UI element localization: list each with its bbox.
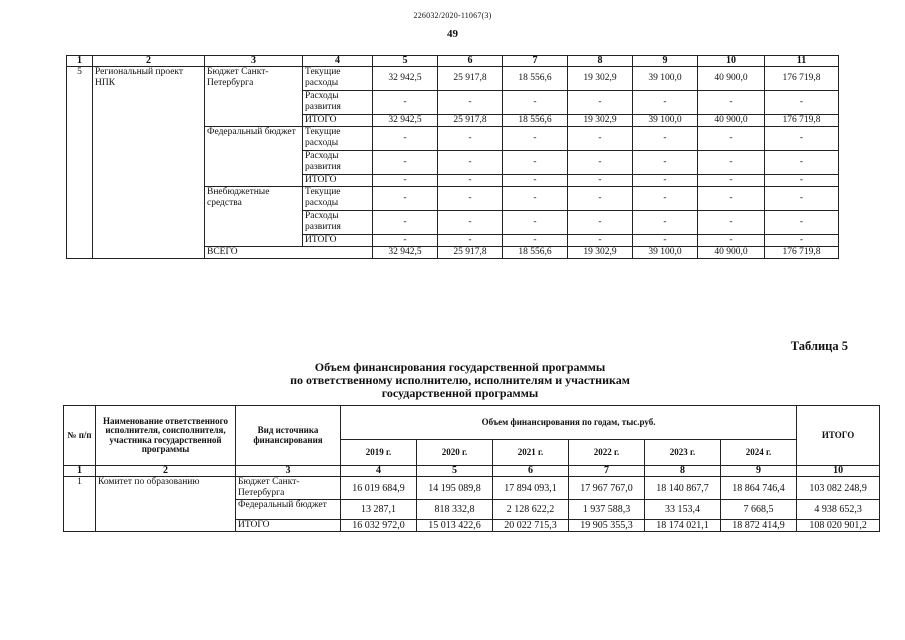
column-number: 5 (373, 56, 438, 67)
expense-type: Текущие расходы (303, 127, 373, 151)
value-cell: - (503, 127, 568, 151)
value-cell: - (633, 187, 698, 211)
funding-source: Бюджет Санкт-Петербурга (236, 477, 341, 500)
title-line: по ответственному исполнителю, исполнителям и участникам (290, 373, 630, 387)
index-row (64, 466, 880, 477)
value-cell: 108 020 901,2 (797, 520, 880, 532)
header-total: ИТОГО (797, 406, 880, 466)
header-year: 2020 г. (417, 440, 493, 466)
total-value: 19 302,9 (568, 247, 633, 259)
column-number: 8 (645, 466, 721, 477)
title-line: Объем финансирования государственной программы (314, 360, 606, 374)
value-cell: - (698, 91, 765, 115)
value-cell: - (438, 175, 503, 187)
value-cell: - (568, 127, 633, 151)
column-number: 1 (64, 466, 96, 477)
value-cell: - (698, 211, 765, 235)
column-number: 4 (341, 466, 417, 477)
value-cell: 40 900,0 (698, 67, 765, 91)
header-year: 2024 г. (721, 440, 797, 466)
value-cell: 18 872 414,9 (721, 520, 797, 532)
value-cell: - (765, 91, 839, 115)
expense-type: ИТОГО (303, 175, 373, 187)
value-cell: 14 195 089,8 (417, 477, 493, 500)
value-cell: - (568, 235, 633, 247)
header-year: 2019 г. (341, 440, 417, 466)
value-cell: 4 938 652,3 (797, 500, 880, 520)
value-cell: 176 719,8 (765, 115, 839, 127)
header-row (67, 56, 839, 67)
column-number: 4 (303, 56, 373, 67)
value-cell: - (373, 91, 438, 115)
value-cell: - (503, 151, 568, 175)
value-cell: - (765, 151, 839, 175)
column-number: 9 (721, 466, 797, 477)
title-line: государственной программы (381, 386, 539, 400)
expense-type: Расходы развития (303, 211, 373, 235)
value-cell: - (633, 91, 698, 115)
funding-source: Внебюджетные средства (205, 187, 303, 247)
value-cell: 15 013 422,6 (417, 520, 493, 532)
value-cell: - (698, 235, 765, 247)
value-cell: 18 174 021,1 (645, 520, 721, 532)
total-value: 39 100,0 (633, 247, 698, 259)
value-cell: 13 287,1 (341, 500, 417, 520)
table-5-title (230, 361, 690, 400)
value-cell: - (568, 91, 633, 115)
column-number: 8 (568, 56, 633, 67)
value-cell: - (503, 235, 568, 247)
row-number: 5 (67, 67, 93, 259)
project-name: Региональный проект НПК (93, 67, 205, 259)
value-cell: 18 556,6 (503, 115, 568, 127)
expense-type: Расходы развития (303, 151, 373, 175)
value-cell: 17 967 767,0 (569, 477, 645, 500)
table-row (67, 67, 839, 91)
value-cell: - (765, 211, 839, 235)
value-cell: 19 302,9 (568, 67, 633, 91)
value-cell: - (373, 235, 438, 247)
value-cell: 32 942,5 (373, 67, 438, 91)
value-cell: 18 140 867,7 (645, 477, 721, 500)
page-number: 49 (447, 28, 458, 40)
value-cell: 39 100,0 (633, 67, 698, 91)
value-cell: - (373, 151, 438, 175)
header-year: 2022 г. (569, 440, 645, 466)
value-cell: - (698, 187, 765, 211)
column-number: 3 (236, 466, 341, 477)
header-source: Вид источника финансирования (236, 406, 341, 466)
column-number: 1 (67, 56, 93, 67)
value-cell: 16 019 684,9 (341, 477, 417, 500)
column-number: 6 (493, 466, 569, 477)
value-cell: 39 100,0 (633, 115, 698, 127)
value-cell: - (633, 127, 698, 151)
program-funding-table (63, 405, 880, 532)
table-row (64, 477, 880, 500)
funding-source: ИТОГО (236, 520, 341, 532)
value-cell: 19 302,9 (568, 115, 633, 127)
funding-source: Бюджет Санкт-Петербурга (205, 67, 303, 127)
value-cell: 25 917,8 (438, 67, 503, 91)
expense-type: ИТОГО (303, 235, 373, 247)
value-cell: - (438, 91, 503, 115)
expense-type: ИТОГО (303, 115, 373, 127)
column-number: 5 (417, 466, 493, 477)
value-cell: - (373, 211, 438, 235)
total-label: ВСЕГО (205, 247, 373, 259)
value-cell: - (438, 211, 503, 235)
value-cell: - (373, 175, 438, 187)
value-cell: - (568, 175, 633, 187)
expense-type: Расходы развития (303, 91, 373, 115)
total-value: 176 719,8 (765, 247, 839, 259)
header-volume: Объем финансирования по годам, тыс.руб. (341, 406, 797, 440)
value-cell: - (373, 127, 438, 151)
value-cell: - (633, 211, 698, 235)
value-cell: - (373, 187, 438, 211)
funding-source: Федеральный бюджет (236, 500, 341, 520)
column-number: 7 (569, 466, 645, 477)
value-cell: 18 556,6 (503, 67, 568, 91)
value-cell: - (765, 187, 839, 211)
value-cell: 103 082 248,9 (797, 477, 880, 500)
value-cell: - (765, 175, 839, 187)
expense-type: Текущие расходы (303, 67, 373, 91)
value-cell: 32 942,5 (373, 115, 438, 127)
column-number: 6 (438, 56, 503, 67)
value-cell: - (503, 175, 568, 187)
value-cell: 176 719,8 (765, 67, 839, 91)
expense-type: Текущие расходы (303, 187, 373, 211)
value-cell: 18 864 746,4 (721, 477, 797, 500)
value-cell: - (765, 235, 839, 247)
column-number: 2 (96, 466, 236, 477)
value-cell: 40 900,0 (698, 115, 765, 127)
value-cell: - (438, 187, 503, 211)
header-name: Наименование ответственного исполнителя, соисполнителя, участника государственной программы (96, 406, 236, 466)
value-cell: - (503, 91, 568, 115)
total-value: 18 556,6 (503, 247, 568, 259)
value-cell: - (438, 235, 503, 247)
value-cell: - (633, 175, 698, 187)
header-year: 2023 г. (645, 440, 721, 466)
column-number: 3 (205, 56, 303, 67)
value-cell: 1 937 588,3 (569, 500, 645, 520)
table-5-label: Таблица 5 (790, 339, 848, 353)
total-value: 25 917,8 (438, 247, 503, 259)
column-number: 2 (93, 56, 205, 67)
total-value: 32 942,5 (373, 247, 438, 259)
value-cell: 20 022 715,3 (493, 520, 569, 532)
executor-name: Комитет по образованию (96, 477, 236, 532)
value-cell: - (633, 151, 698, 175)
value-cell: - (698, 151, 765, 175)
value-cell: - (568, 187, 633, 211)
value-cell: 2 128 622,2 (493, 500, 569, 520)
value-cell: 818 332,8 (417, 500, 493, 520)
value-cell: 17 894 093,1 (493, 477, 569, 500)
header-year: 2021 г. (493, 440, 569, 466)
column-number: 9 (633, 56, 698, 67)
value-cell: - (765, 127, 839, 151)
column-number: 10 (698, 56, 765, 67)
value-cell: 19 905 355,3 (569, 520, 645, 532)
project-funding-table (66, 55, 839, 259)
value-cell: - (698, 175, 765, 187)
value-cell: 16 032 972,0 (341, 520, 417, 532)
value-cell: - (503, 187, 568, 211)
document-id: 226032/2020-11067(3) (413, 11, 492, 20)
row-number: 1 (64, 477, 96, 532)
value-cell: - (568, 211, 633, 235)
total-value: 40 900,0 (698, 247, 765, 259)
value-cell: - (568, 151, 633, 175)
column-number: 11 (765, 56, 839, 67)
value-cell: 33 153,4 (645, 500, 721, 520)
column-number: 10 (797, 466, 880, 477)
value-cell: - (503, 211, 568, 235)
value-cell: - (438, 151, 503, 175)
value-cell: 7 668,5 (721, 500, 797, 520)
value-cell: - (633, 235, 698, 247)
funding-source: Федеральный бюджет (205, 127, 303, 187)
value-cell: - (438, 127, 503, 151)
column-number: 7 (503, 56, 568, 67)
header-num: № п/п (64, 406, 96, 466)
value-cell: - (698, 127, 765, 151)
value-cell: 25 917,8 (438, 115, 503, 127)
